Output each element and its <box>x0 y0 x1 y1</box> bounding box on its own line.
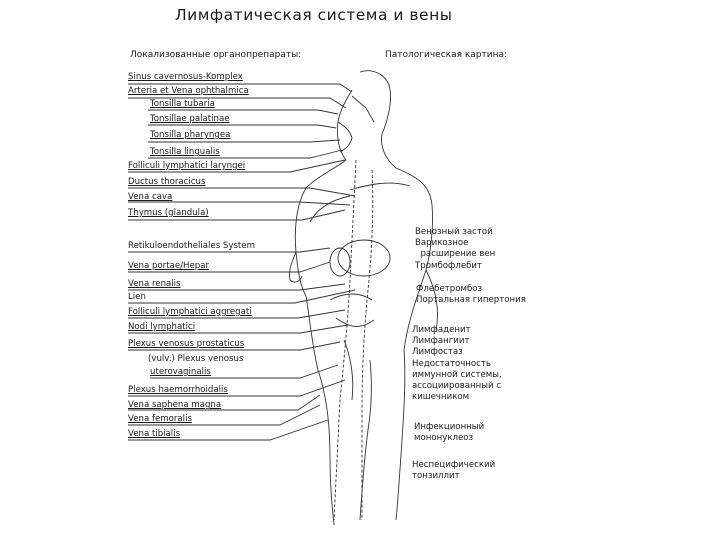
organ-label: Sinus cavernosus-Komplex <box>128 72 243 82</box>
organ-label: Tonsillae palatinae <box>150 114 230 124</box>
organ-label: Vena cava <box>128 192 173 202</box>
organ-label: Plexus haemorrhoidalis <box>128 385 228 395</box>
organ-label: Vena renalis <box>128 279 181 289</box>
organ-label: Vena femoralis <box>128 414 192 424</box>
organ-label: Folliculi lymphatici laryngei <box>128 161 246 171</box>
organ-label: Nodi lymphatici <box>128 322 196 332</box>
organ-label: Tonsilla lingualis <box>150 147 220 157</box>
organ-label: Retikuloendotheliales System <box>128 241 255 251</box>
organ-label: Tonsilla tubaria <box>150 99 215 109</box>
pathology-note: Венозный застой Варикозное расширение вен Тромбофлебит <box>415 227 496 271</box>
organ-label: Vena portae/Hepar <box>128 261 210 271</box>
organ-label: Lien <box>128 292 146 302</box>
organ-label: Thymus (glandula) <box>128 208 209 218</box>
right-column-heading: Патологическая картина: <box>385 50 508 60</box>
organ-label: Ductus thoracicus <box>128 177 206 187</box>
organ-label: Tonsilla pharyngea <box>150 130 231 140</box>
left-column-heading: Локализованные органопрепараты: <box>130 50 302 60</box>
pathology-note: Неспецифический тонзиллит <box>412 460 496 482</box>
pathology-note: Флебетромбоз Портальная гипертония <box>416 284 526 306</box>
organ-label: Vena tibialis <box>128 429 181 439</box>
page-title: Лимфатическая система и вены <box>175 6 453 24</box>
organ-label: Vena saphena magna <box>128 400 222 410</box>
pathology-note: Лимфаденит Лимфангиит Лимфостаз Недостаточность иммунной системы, ассоциированный с кишечником <box>412 325 502 403</box>
organ-label: Folliculi lymphatici aggregati <box>128 307 252 317</box>
organ-label: Plexus venosus prostaticus <box>128 339 245 349</box>
organ-label: (vulv.) Plexus venosus <box>148 354 244 364</box>
organ-label: uterovaginalis <box>150 367 211 377</box>
pathology-note: Инфекционный мононуклеоз <box>414 422 485 444</box>
organ-label: Arteria et Vena ophthalmica <box>128 86 249 96</box>
